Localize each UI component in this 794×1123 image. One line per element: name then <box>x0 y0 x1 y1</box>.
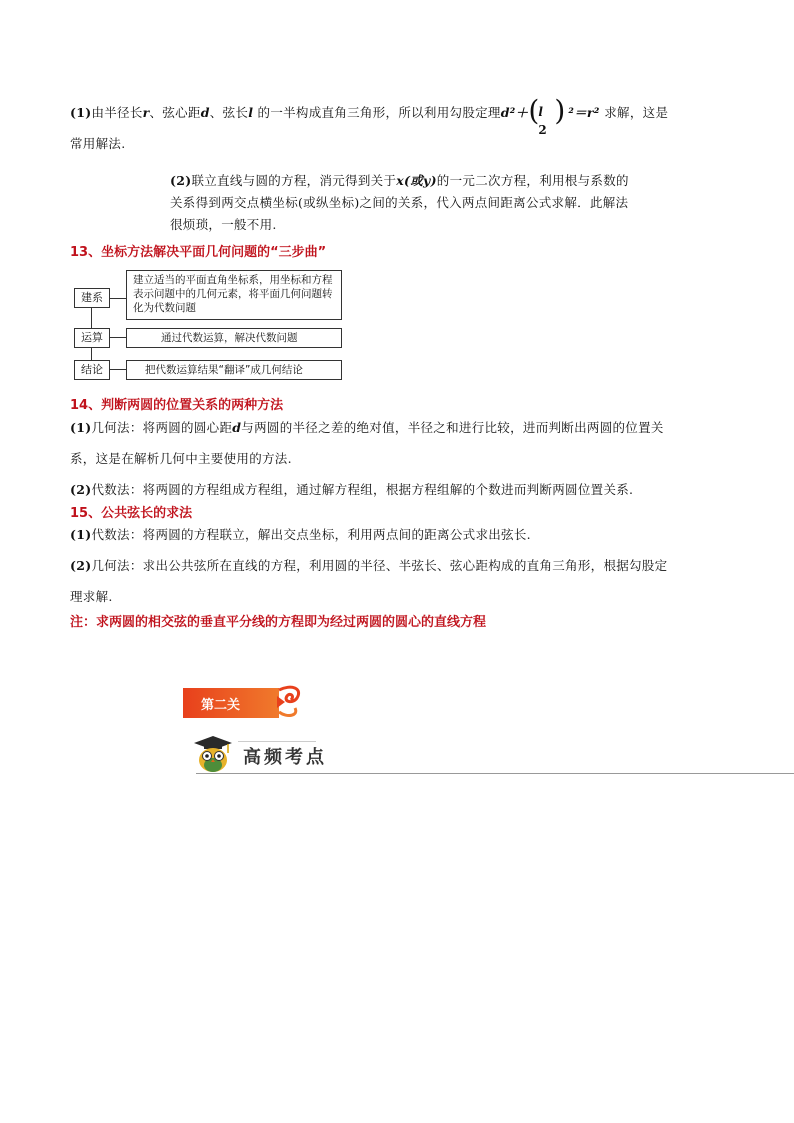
sec15-p2-line2: 理求解. <box>70 589 113 604</box>
owl-graduate-icon <box>192 734 234 774</box>
section-14-p1 <box>70 412 725 505</box>
item1-text-a: 由半径长 <box>91 105 143 120</box>
sec14-p1-text-a: 几何法：将两圆的圆心距 <box>91 420 233 435</box>
flow-connector-1 <box>91 308 92 328</box>
banner-swirl-icon <box>277 682 307 722</box>
section-14-title: 14、判断两圆的位置关系的两种方法 <box>70 398 284 413</box>
section-title-kaodian: 高频考点 <box>243 747 327 768</box>
item1-text-c: 、弦长 <box>209 105 249 120</box>
fraction-denominator: 2 <box>538 122 548 137</box>
flow-link-1 <box>110 298 126 299</box>
item2-text-b: 的一元二次方程，利用根与系数的关系得到两交点横坐标(或纵坐标)之间的关系，代入两点间距离公式求解．此解法很烦琐，一般不用. <box>170 173 629 232</box>
sec14-p1-text-b: 与两圆的半径之差的绝对值，半径之和进行比较，进而判断出两圆的位置关 <box>241 420 664 435</box>
fraction-l-over-2: ( l 2 ) <box>528 101 568 127</box>
flow-desc-1: 建立适当的平面直角坐标系，用坐标和方程表示问题中的几何元素，将平面几何问题转化为代数问题 <box>126 270 342 320</box>
item2-text-a: 联立直线与圆的方程，消元得到关于 <box>191 173 397 188</box>
sec14-p1-label: (1) <box>70 420 92 435</box>
var-xy: x(或y) <box>396 173 437 188</box>
var-l: l <box>248 105 254 120</box>
item1-text-e: 求解，这是 <box>604 105 669 120</box>
flow-desc-2: 通过代数运算，解决代数问题 <box>126 328 342 348</box>
item1-text-b: 、弦心距 <box>149 105 201 120</box>
formula-d2: d²＋ <box>500 105 529 120</box>
formula-eq-r2: ²＝r² <box>568 105 605 120</box>
sec15-p1-label: (1) <box>70 527 92 542</box>
sec14-p2-text: 代数法：将两圆的方程组成方程组，通过解方程组，根据方程组解的个数进而判断两圆位置关系. <box>91 482 634 497</box>
section-13-title: 13、坐标方法解决平面几何问题的“三步曲” <box>70 245 327 260</box>
item1-text-d: 的一半构成直角三角形，所以利用勾股定理 <box>253 105 501 120</box>
sec14-p2-label: (2) <box>70 482 92 497</box>
note-text: 注：求两圆的相交弦的垂直平分线的方程即为经过两圆的圆心的直线方程 <box>70 615 487 630</box>
flow-link-3 <box>110 369 126 370</box>
section-underline <box>196 773 794 774</box>
banner-label: 第二关 <box>201 698 241 713</box>
sec15-p2-line1: 几何法：求出公共弦所在直线的方程，利用圆的半径、半弦长、弦心距构成的直角三角形，根据勾股定 <box>91 558 668 573</box>
flow-step-1: 建系 <box>74 288 110 308</box>
flow-link-2 <box>110 337 126 338</box>
item1-line2: 常用解法. <box>70 136 126 151</box>
flow-step-3: 结论 <box>74 360 110 380</box>
item2-paragraph <box>170 170 630 236</box>
level-banner <box>183 688 279 718</box>
flow-desc-3: 把代数运算结果“翻译”成几何结论 <box>126 360 342 380</box>
item1-label: (1) <box>70 105 92 120</box>
section-15-body <box>70 519 725 612</box>
section-15-title: 15、公共弦长的求法 <box>70 506 193 521</box>
flow-connector-2 <box>91 347 92 360</box>
item1-paragraph <box>70 93 725 159</box>
sec14-p1-line2: 系，这是在解析几何中主要使用的方法. <box>70 451 292 466</box>
sec15-p1-text: 代数法：将两圆的方程联立，解出交点坐标，利用两点间的距离公式求出弦长. <box>91 527 531 542</box>
var-r: r <box>142 105 150 120</box>
sec15-p2-label: (2) <box>70 558 92 573</box>
var-d: d <box>200 105 210 120</box>
flow-step-2: 运算 <box>74 328 110 348</box>
title-overline <box>238 741 316 742</box>
fraction-numerator: l <box>538 104 544 119</box>
var-d-sec14: d <box>232 420 242 435</box>
item2-label: (2) <box>170 173 192 188</box>
